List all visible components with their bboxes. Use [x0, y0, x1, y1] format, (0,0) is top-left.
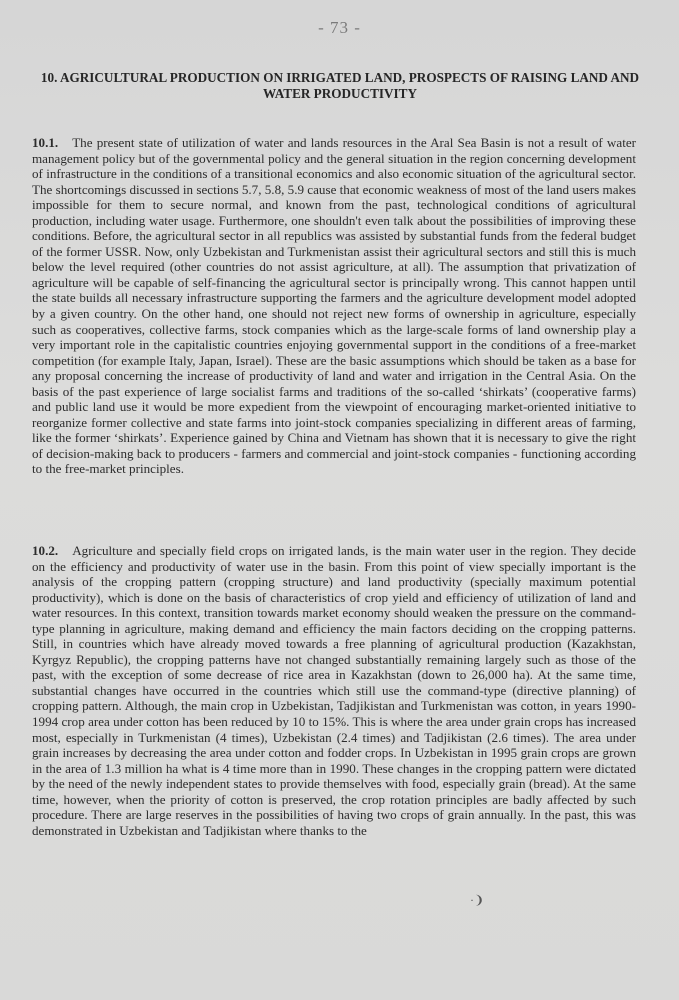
paragraph-text: Agriculture and specially field crops on irrigated lands, is the main water user in the region. They decide on the efficiency and productivity of water use in the basin. From this point of view specially important is the analysis of the cropping pattern (cropping structure) and land productivity (specially maximum potential productivity), which is done on the basis of characteristics of crop yield and efficiency of utilization of land and water resources. In this context, transition towards market economy should weaken the pressure on the command-type planning in agriculture, making demand and efficiency the main factors deciding on the cropping patterns. Still, in countries which have already moved towards a free planning of agricultural production (Kazakhstan, Kyrgyz Republic), the cropping patterns have not changed substantially remaining largely such as those of the past, with the exception of some decrease of rice area in Kazakhstan (down to 26,000 ha). At the same time, substantial changes have occurred in the countries which still use the command-type (directive planning) of cropping pattern. Although, the main crop in Uzbekistan, Tadjikistan and Turkmenistan was cotton, in years 1990-1994 crop area under cotton has been reduced by 10 to 15%. This is where the area under grain crops has increased most, especially in Turkmenistan (4 times), Uzbekistan (2.4 times) and Tadjikistan (2.6 times). The area under grain increases by decreasing the area under cotton and fodder crops. In Uzbekistan in 1995 grain crops are grown in the area of 1.3 million ha what is 4 time more than in 1990. These changes in the cropping pattern were dictated by the need of the newly independent states to provide themselves with food, especially grain (bread). At the same time, however, when the priority of cotton is preserved, the crop rotation principles are badly affected by such procedure. There are large reserves in the possibilities of having two crops of grain annually. In the past, this was demonstrated in Uzbekistan and Tadjikistan where thanks to the [32, 543, 636, 838]
paragraph-text: The present state of utilization of water and lands resources in the Aral Sea Basin is not a result of water management policy but of the governmental policy and the general situation in the region concerning development of infrastructure in the conditions of a transitional economics and also economic situation of the agricultural sector. The shortcomings discussed in sections 5.7, 5.8, 5.9 cause that economic weakness of most of the land users makes impossible for them to secure normal, and known from the past, technological conditions of agricultural production, including water usage. Furthermore, one shouldn't even talk about the possibilities of improving these conditions. Before, the agricultural sector in all republics was assisted by substantial funds from the federal budget of the former USSR. Now, only Uzbekistan and Turkmenistan assist their agricultural sectors and still this is much below the level required (other countries do not assist agriculture, at all). The assumption that privatization of agriculture will be capable of self-financing the agricultural sector is principally wrong. This cannot happen until the state builds all necessary infrastructure supporting the farmers and the agriculture development model adopted by a given country. On the other hand, one should not reject new forms of ownership in agriculture, especially such as cooperatives, collective farms, stock companies which as the large-scale forms of land ownership play a very important role in the capitalistic countries enjoying governmental support in the conditions of a free-market competition (for example Italy, Japan, Israel). These are the basic assumptions which should be taken as a base for any proposal concerning the increase of productivity of land and water and irrigation in the Central Asia. On the basis of the past experience of large socialist farms and traditions of the so-called ‘shirkats’ (cooperative farms) and public land use it would be more expedient from the viewpoint of encouraging market-oriented initiative to reorganize former collective and state farms into joint-stock companies specializing in different areas of farming, like the former ‘shirkats’. Experience gained by China and Vietnam has shown that it is necessary to give the right of decision-making back to producers - farmers and commercial and joint-stock companies - functioning according to the free-market principles. [32, 135, 637, 477]
paragraph-number: 10.1. [32, 135, 59, 150]
paragraph [32, 543, 636, 838]
paragraph-number: 10.2. [32, 543, 59, 558]
page-number: - 73 - [318, 18, 361, 37]
paragraph [32, 135, 636, 477]
stray-ink-mark: ·❩ [470, 893, 485, 907]
section-heading: 10. AGRICULTURAL PRODUCTION ON IRRIGATED LAND, PROSPECTS OF RAISING LAND AND WATER PRODUCTIVITY [40, 70, 640, 101]
